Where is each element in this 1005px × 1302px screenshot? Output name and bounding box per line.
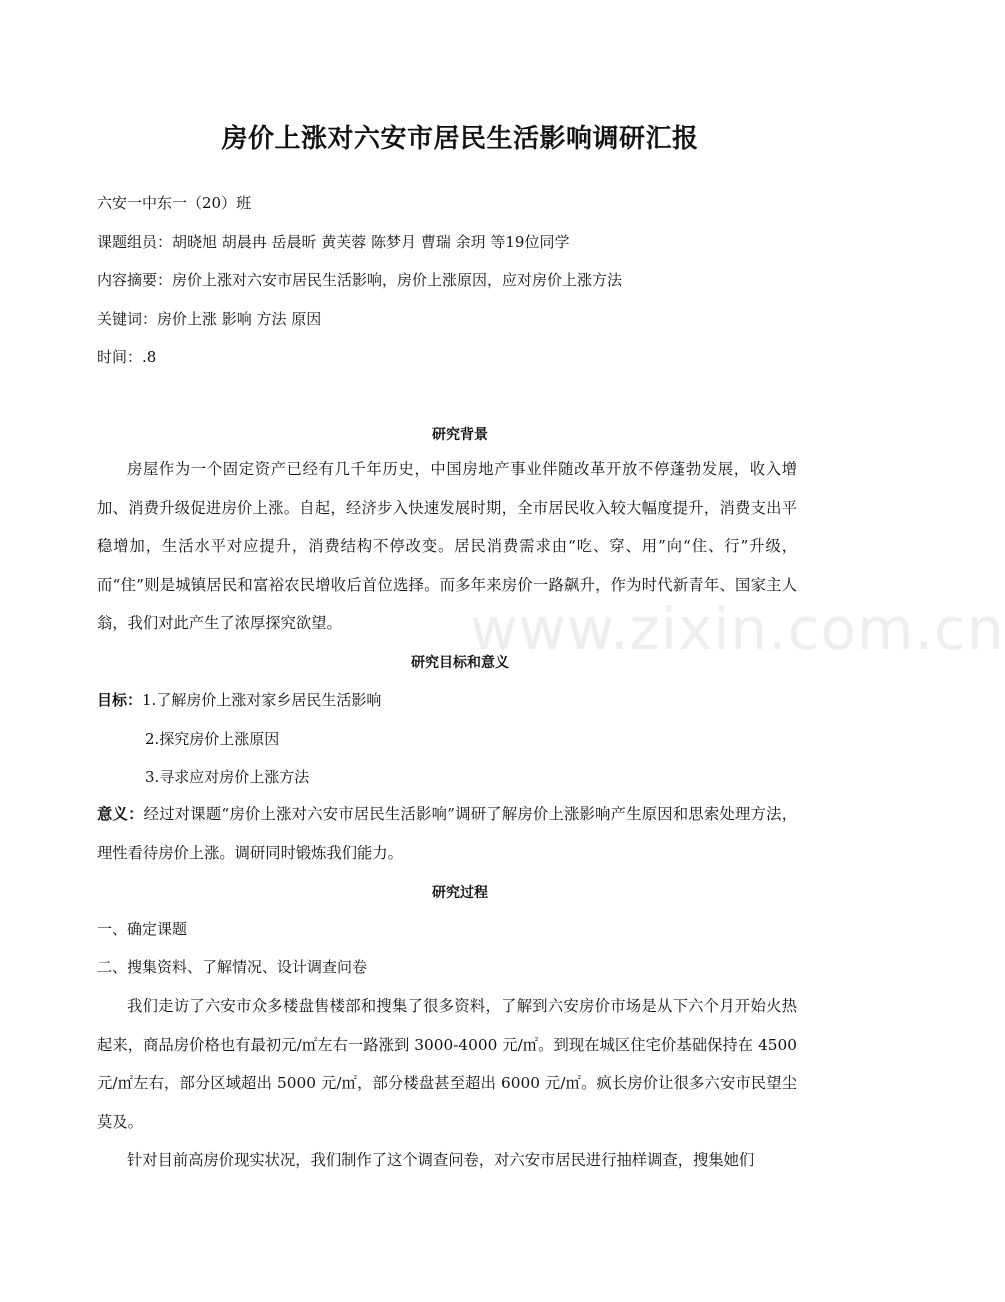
goal-line-2: 2.探究房价上涨原因: [145, 730, 280, 748]
document-title: 房价上涨对六安市居民生活影响调研汇报: [221, 124, 699, 154]
summary-line: 内容摘要：房价上涨对六安市居民生活影响，房价上涨原因，应对房价上涨方法: [97, 271, 623, 289]
step-2: 二、搜集资料、了解情况、设计调查问卷: [97, 958, 368, 976]
keywords-line: 关键词：房价上涨 影响 方法 原因: [97, 310, 322, 328]
paragraph-process-1: 我们走访了六安市众多楼盘售楼部和搜集了很多资料，了解到六安房价市场是从下六个月开始火热起来，商品房价格也有最初元/㎡左右一路涨到 3000-4000 元/㎡。到现在城区住宅价基础保持在 4500 元/㎡左右，部分区域超出 5000 元/㎡，部分楼盘甚至超出 6000 元/㎡。疯长房价让很多六安市民望尘莫及。: [97, 997, 797, 1131]
paragraph-meaning: [97, 795, 797, 872]
class-line: 六安一中东一（20）班: [97, 194, 252, 212]
goal-label: 目标：: [97, 691, 143, 709]
goal-line-1: [97, 690, 381, 710]
meaning-text: 经过对课题“房价上涨对六安市居民生活影响”调研了解房价上涨影响产生原因和思索处理方法，理性看待房价上涨。调研同时锻炼我们能力。: [97, 805, 797, 862]
goal-1-text: 1.了解房价上涨对家乡居民生活影响: [142, 691, 382, 709]
heading-process: 研究过程: [432, 885, 488, 901]
watermark: www.zixin.com.cn: [470, 595, 1005, 663]
step-1: 一、确定课题: [97, 920, 188, 938]
paragraph-background: 房屋作为一个固定资产已经有几千年历史，中国房地产事业伴随改革开放不停蓬勃发展，收入增加、消费升级促进房价上涨。自起，经济步入快速发展时期，全市居民收入较大幅度提升，消费支出平稳增加，生活水平对应提升，消费结构不停改变。居民消费需求由“吃、穿、用”向“住、行”升级，而“住”则是城镇居民和富裕农民增收后首位选择。而多年来房价一路飙升，作为时代新青年、国家主人翁，我们对此产生了浓厚探究欲望。: [97, 460, 797, 632]
members-line: 课题组员：胡晓旭 胡晨冉 岳晨昕 黄芙蓉 陈梦月 曹瑞 余玥 等19位同学: [97, 233, 570, 251]
paragraph-process-2: 针对目前高房价现实状况，我们制作了这个调查问卷，对六安市居民进行抽样调查，搜集她们: [127, 1151, 755, 1169]
heading-background: 研究背景: [432, 427, 488, 443]
meaning-label: 意义：: [97, 805, 144, 823]
goal-line-3: 3.寻求应对房价上涨方法: [145, 768, 310, 786]
heading-goals: 研究目标和意义: [411, 655, 509, 671]
time-line: 时间：.8: [97, 348, 157, 366]
